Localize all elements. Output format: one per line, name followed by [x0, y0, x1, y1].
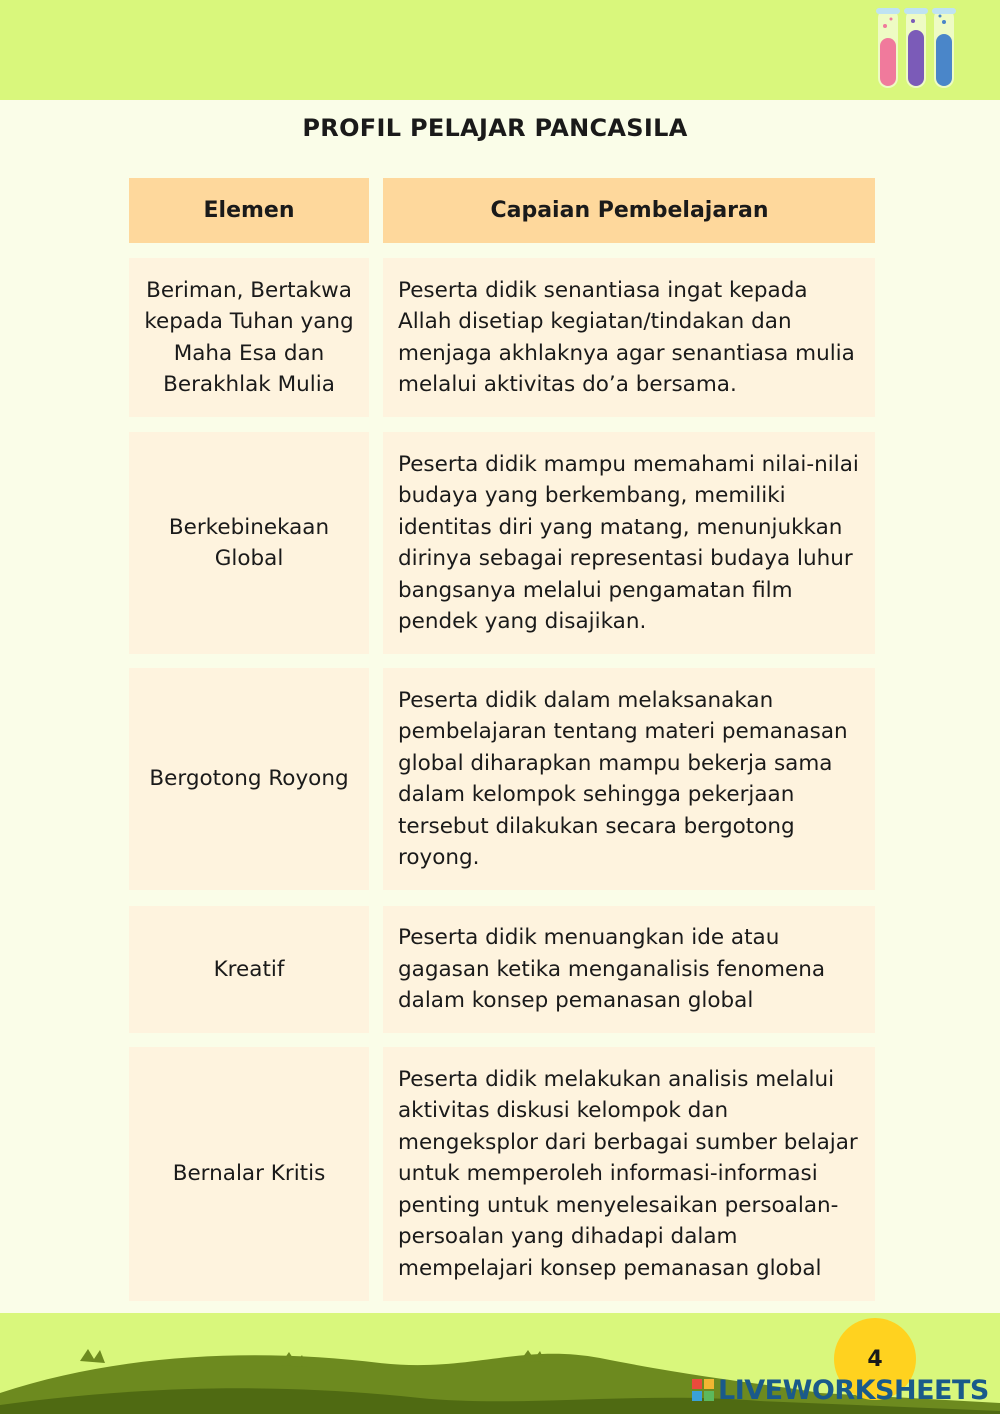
table-row-2-elemen: Berkebinekaan Global	[129, 432, 369, 654]
table-row-4-capaian: Peserta didik menuangkan ide atau gagasan ketika menganalisis fenomena dalam konsep pemanasan global	[383, 906, 875, 1033]
liveworksheets-logo-icon	[692, 1379, 714, 1401]
watermark-text: LIVEWORKSHEETS	[718, 1374, 989, 1406]
page-number-badge: 4	[834, 1318, 916, 1400]
table-row-4-elemen: Kreatif	[129, 906, 369, 1033]
page-title: PROFIL PELAJAR PANCASILA	[302, 114, 688, 142]
table-row-5-capaian: Peserta didik melakukan analisis melalui aktivitas diskusi kelompok dan mengeksplor dari berbagai sumber belajar untuk memperoleh informasi-informasi penting untuk menyelesaikan persoalan-persoalan yang dihadapi dalam mempelajari konsep pemanasan global	[383, 1047, 875, 1301]
test-tubes-icon	[872, 4, 962, 94]
table-row-1-capaian: Peserta didik senantiasa ingat kepada Allah disetiap kegiatan/tindakan dan menjaga akhlaknya agar senantiasa mulia melalui aktivitas do’a bersama.	[383, 258, 875, 417]
top-banner	[0, 0, 1000, 100]
header-capaian: Capaian Pembelajaran	[383, 178, 875, 243]
watermark	[692, 1374, 989, 1406]
table-row-2-capaian: Peserta didik mampu memahami nilai-nilai budaya yang berkembang, memiliki identitas diri yang matang, menunjukkan dirinya sebagai representasi budaya luhur bangsanya melalui pengamatan film pendek yang disajikan.	[383, 432, 875, 654]
header-elemen: Elemen	[129, 178, 369, 243]
table-row-3-elemen: Bergotong Royong	[129, 668, 369, 890]
table-row-1-elemen: Beriman, Bertakwa kepada Tuhan yang Maha Esa dan Berakhlak Mulia	[129, 258, 369, 417]
table-row-5-elemen: Bernalar Kritis	[129, 1047, 369, 1301]
table-row-3-capaian: Peserta didik dalam melaksanakan pembelajaran tentang materi pemanasan global diharapkan mampu bekerja sama dalam kelompok sehingga pekerjaan tersebut dilakukan secara bergotong royong.	[383, 668, 875, 890]
